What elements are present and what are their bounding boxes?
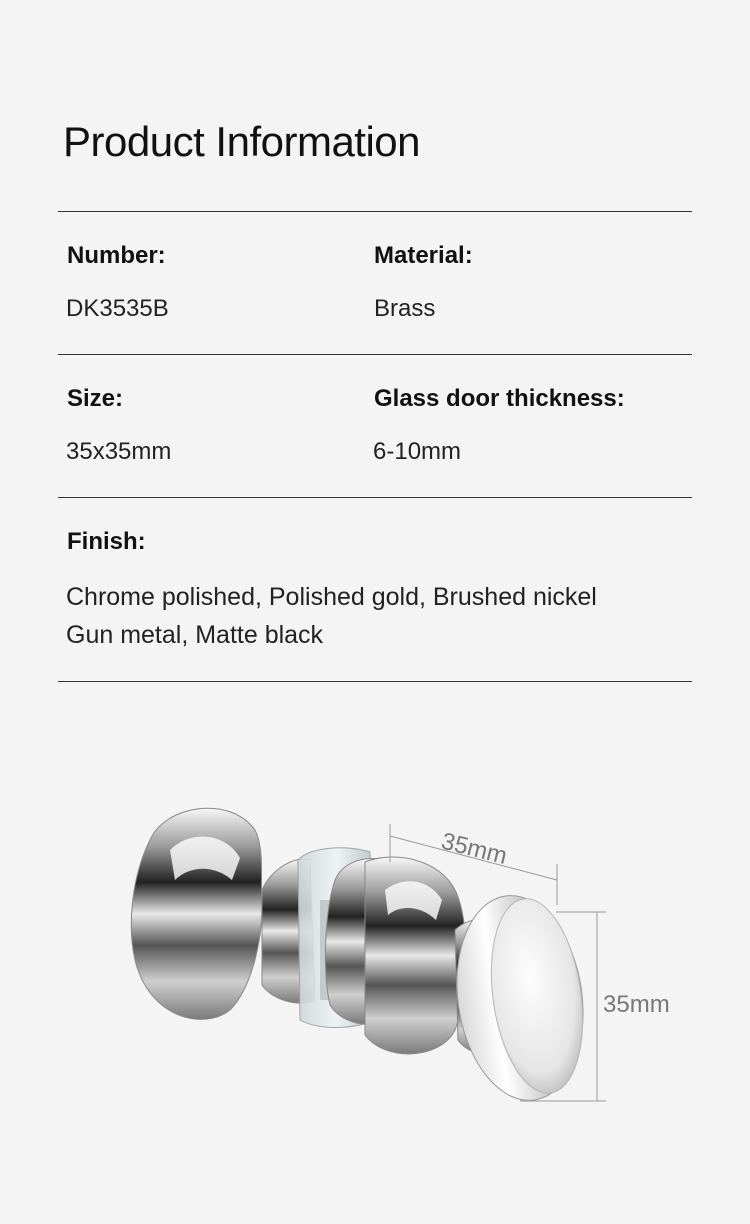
material-label: Material:: [374, 242, 473, 269]
finish-values: [66, 578, 597, 654]
height-label: 35mm: [603, 991, 670, 1018]
size-label: Size:: [67, 385, 124, 412]
product-image: [120, 790, 700, 1120]
thickness-label: Glass door thickness:: [374, 385, 625, 412]
divider: [58, 497, 692, 498]
material-value: Brass: [374, 295, 436, 322]
right-knob: [325, 857, 595, 1109]
divider: [58, 211, 692, 212]
finish-label: Finish:: [67, 528, 146, 555]
finish-line: Gun metal, Matte black: [66, 621, 324, 649]
finish-line: Chrome polished, Polished gold, Brushed nickel: [66, 583, 597, 611]
number-label: Number:: [67, 242, 166, 269]
left-knob: [131, 808, 315, 1019]
divider: [58, 354, 692, 355]
page-title: Product Information: [63, 118, 421, 165]
divider: [58, 681, 692, 682]
width-label: 35mm: [438, 827, 510, 870]
size-value: 35x35mm: [66, 438, 172, 465]
number-value: DK3535B: [66, 295, 169, 322]
thickness-value: 6-10mm: [373, 438, 462, 465]
